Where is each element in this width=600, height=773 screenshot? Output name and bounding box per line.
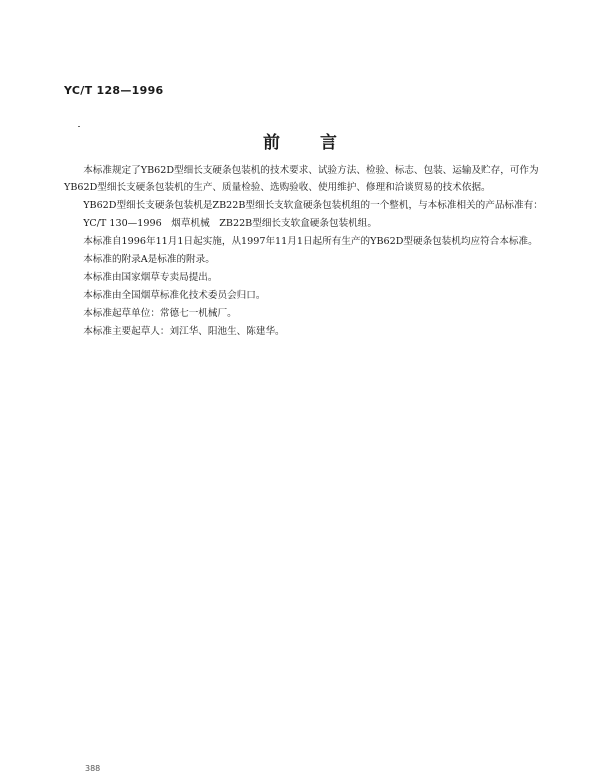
paragraph-appendix: 本标准的附录A是标准的附录。 xyxy=(83,254,215,265)
paragraph-scope: 本标准规定了YB62D型细长支硬条包装机的技术要求、试验方法、检验、标志、包装、运输及贮存，可作为YB62D型细长支硬条包装机的生产、质量检验、选购验收、使用维护、修理和洽谈贸易的技术依据。 xyxy=(64,165,539,193)
paragraph-effective-date: 本标准自1996年11月1日起实施，从1997年11月1日起所有生产的YB62D型硬条包装机均应符合本标准。 xyxy=(83,236,538,247)
paragraph-drafters: 本标准主要起草人：刘江华、阳池生、陈建华。 xyxy=(83,326,285,337)
paragraph-related-standard: YC/T 130—1996 烟草机械 ZB22B型细长支软盒硬条包装机组。 xyxy=(83,218,377,229)
standard-code: YC/T 128—1996 xyxy=(64,84,164,97)
foreword-body xyxy=(64,162,549,341)
paragraph-proposer: 本标准由国家烟草专卖局提出。 xyxy=(83,272,218,283)
scan-speck xyxy=(78,126,80,127)
page-title: 前言 xyxy=(263,133,377,153)
paragraph-drafting-unit: 本标准起草单位：常德七一机械厂。 xyxy=(83,308,237,319)
page-number-mark: 388 xyxy=(85,764,101,773)
paragraph-related: YB62D型细长支硬条包装机是ZB22B型细长支软盒硬条包装机组的一个整机，与本标准相关的产品标准有： xyxy=(83,200,543,211)
paragraph-centralized: 本标准由全国烟草标准化技术委员会归口。 xyxy=(83,290,266,301)
